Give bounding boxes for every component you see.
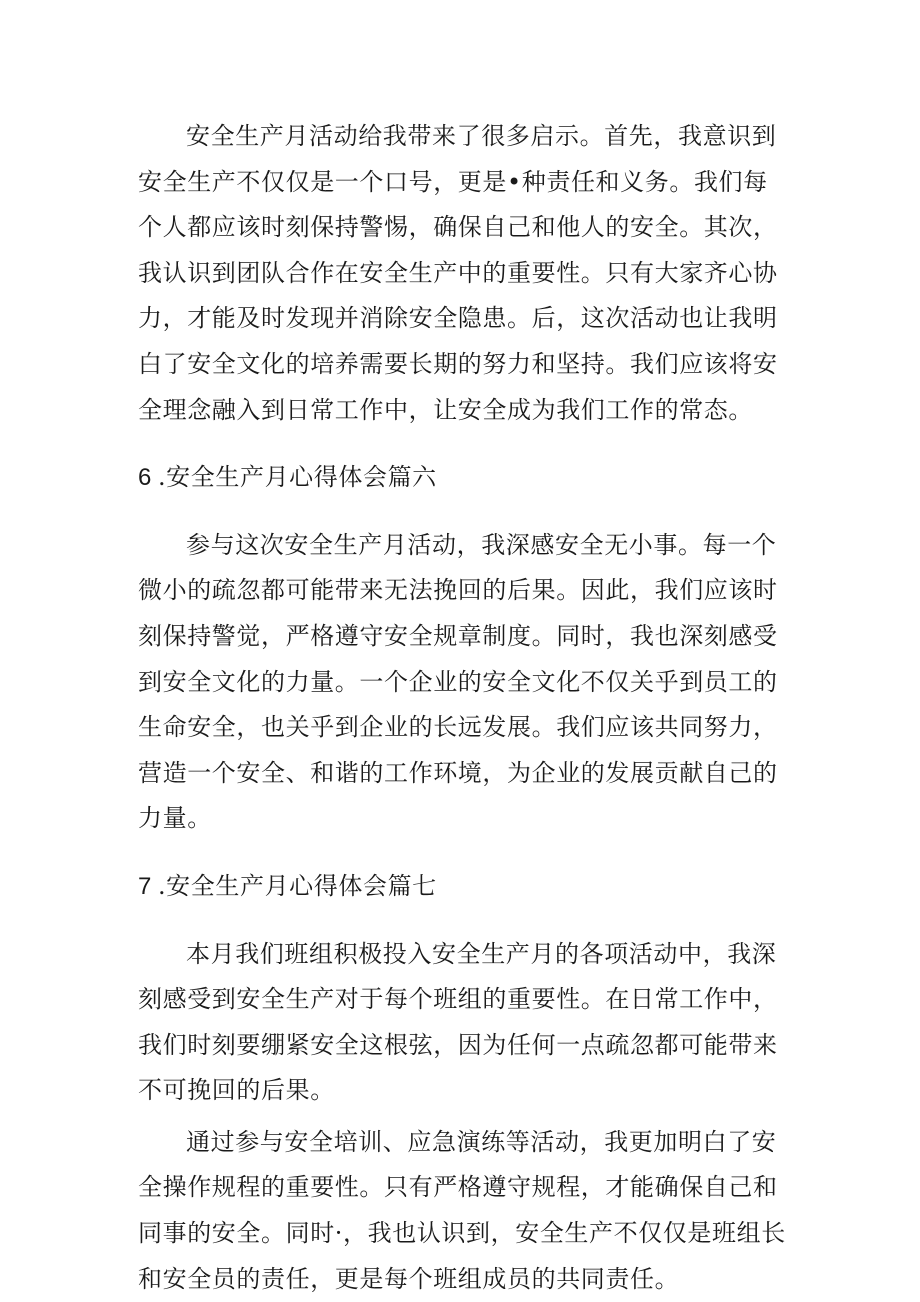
section-number: 6 — [138, 464, 152, 492]
section-number: 7 — [138, 872, 152, 900]
section-heading-6 — [138, 455, 786, 501]
document-body — [138, 114, 786, 1302]
section-title: .安全生产月心得体会篇六 — [157, 463, 437, 492]
paragraph-3: 本月我们班组积极投入安全生产月的各项活动中，我深刻感受到安全生产对于每个班组的重要性。在日常工作中，我们时刻要绷紧安全这根弦，因为任何一点疏忽都可能带来不可挽回的后果。 — [138, 939, 778, 1105]
paragraph-4: 通过参与安全培训、应急演练等活动，我更加明白了安全操作规程的重要性。只有严格遵守规程，才能确保自己和同事的安全。同时·，我也认识到，安全生产不仅仅是班组长和安全员的责任，更是每个班组成员的共同责任。 — [138, 1127, 786, 1293]
paragraph-2: 参与这次安全生产月活动，我深感安全无小事。每一个微小的疏忽都可能带来无法挽回的后果。因此，我们应该时刻保持警觉，严格遵守安全规章制度。同时，我也深刻感受到安全文化的力量。一个企业的安全文化不仅关乎到员工的生命安全，也关乎到企业的长远发展。我们应该共同努力，营造一个安全、和谐的工作环境，为企业的发展贡献自己的力量。 — [138, 530, 778, 833]
section-heading-7 — [138, 864, 786, 910]
paragraph-1: 安全生产月活动给我带来了很多启示。首先，我意识到安全生产不仅仅是一个口号，更是•种责任和义务。我们每个人都应该时刻保持警惕，确保自己和他人的安全。其次，我认识到团队合作在安全生产中的重要性。只有大家齐心协力，才能及时发现并消除安全隐患。后，这次活动也让我明白了安全文化的培养需要长期的努力和坚持。我们应该将安全理念融入到日常工作中，让安全成为我们工作的常态。 — [138, 122, 778, 424]
section-title: .安全生产月心得体会篇七 — [157, 871, 437, 900]
